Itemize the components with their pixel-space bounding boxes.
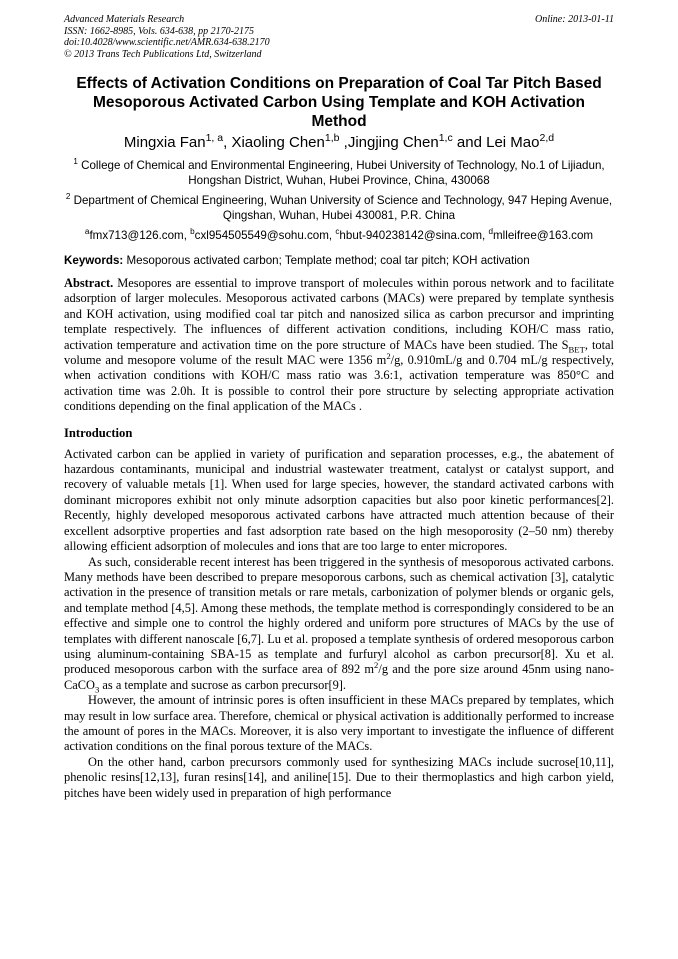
email-separator: , — [183, 229, 191, 242]
online-date: Online: 2013-01-11 — [535, 14, 614, 25]
email-mark: c — [335, 227, 340, 237]
keywords-label: Keywords: — [64, 254, 124, 267]
paragraph-superscript: 2 — [374, 660, 379, 671]
email-separator: , — [328, 229, 336, 242]
keywords — [64, 253, 614, 268]
author-affil-mark: 1,b — [324, 132, 340, 144]
abstract-text: /g, 0.910mL/g and 0.704 mL/g respectively, when activation conditions with KOH/C mass ratio was 3.6:1, activation temperature was 850°C and activation time was 2.0h. It is possible to control their pore structure by selecting appropriate activation conditions depending on the final application of the MACs . — [64, 353, 614, 414]
email-address: cxl954505549@sohu.com — [194, 229, 329, 242]
intro-paragraph-3: However, the amount of intrinsic pores is often insufficient in these MACs prepared by templates, which may result in low surface area. Therefore, chemical or physical activation is additionally performed to increase the amount of pores in the MACs. Moreover, it is also very important to investigate the influence of different activation conditions on the final porous texture of the MACs. — [64, 693, 614, 754]
author-name: Xiaoling Chen — [231, 134, 325, 151]
abstract — [64, 276, 614, 415]
author-affil-mark: 2,d — [539, 132, 555, 144]
affiliation-1 — [64, 158, 614, 188]
journal-header — [64, 14, 614, 60]
keywords-text: Mesoporous activated carbon; Template method; coal tar pitch; KOH activation — [123, 254, 530, 267]
journal-copyright: © 2013 Trans Tech Publications Ltd, Switzerland — [64, 48, 262, 60]
affiliation-number: 1 — [73, 157, 78, 167]
email-mark: b — [190, 227, 195, 237]
abstract-text: Mesopores are essential to improve transport of molecules within porous network and to facilitate adsorption of larger molecules. Mesoporous activated carbons (MACs) were prepared by template synthesis and KOH activation, using modified coal tar pitch and nanosized silica as carbon precursor and imprinting template respectively. The influences of different activation conditions, including KOH/C mass ratio, activation temperature and activation time on the pore structure of MACs have been studied. The S — [64, 276, 614, 352]
paragraph-text: /g and the pore size around 45nm using nano-CaCO — [64, 662, 615, 692]
paper-title: Effects of Activation Conditions on Preparation of Coal Tar Pitch Based Mesoporous Activated Carbon Using Template and KOH Activation Method — [76, 75, 602, 130]
abstract-subscript: BET — [568, 344, 585, 355]
affiliation-2 — [64, 193, 614, 223]
author-affil-mark: 1, a — [205, 132, 224, 144]
paragraph-text: as a template and sucrose as carbon precursor[9]. — [99, 677, 346, 692]
email-address: fmx713@126.com — [89, 229, 184, 242]
journal-info — [64, 14, 270, 60]
email-address: mlleifree@163.com — [493, 229, 594, 242]
author-emails — [64, 228, 614, 243]
author-affil-mark: 1,c — [438, 132, 453, 144]
abstract-label: Abstract. — [64, 276, 114, 290]
author-name: Mingxia Fan — [123, 134, 206, 151]
affiliation-number: 2 — [65, 192, 71, 202]
author-separator: and — [452, 134, 487, 151]
journal-issn: ISSN: 1662-8985, Vols. 634-638, pp 2170-2175 — [64, 25, 254, 37]
abstract-text: , total volume and mesopore volume of the result MAC were 1356 m — [64, 337, 615, 368]
section-heading-introduction: Introduction — [64, 425, 133, 440]
intro-paragraph-2 — [64, 555, 614, 694]
journal-doi: doi:10.4028/www.scientific.net/AMR.634-638.2170 — [64, 37, 270, 48]
author-list — [64, 133, 614, 152]
email-mark: a — [84, 227, 90, 237]
intro-paragraph-1: Activated carbon can be applied in variety of purification and separation processes, e.g., the abatement of hazardous contaminants, municipal and industrial wastewater treatment, catalyst or catalyst support, and recovery of valuable metals [1]. When used for large species, however, the standard activated carbons with dominant micropores exhibit not only minute adsorption capacities but also poor kinetic performances[2]. Recently, highly developed mesoporous activated carbons have attracted much attention because of their excellent adsorptive properties and fast adsorption rate based on the high mesoporosity (2–50 nm) thereby allowing efficient adsorption of molecules and ions that are too large to enter micropores. — [64, 446, 614, 554]
affiliation-text: Department of Chemical Engineering, Wuhan University of Science and Technology, 947 Heping Avenue, Qingshan, Wuhan, Hubei 430081, P.R. China — [70, 194, 613, 222]
journal-name: Advanced Materials Research — [64, 14, 185, 25]
author-separator: , — [223, 134, 232, 151]
author-separator: , — [339, 134, 348, 151]
abstract-superscript: 2 — [386, 350, 391, 361]
email-mark: d — [488, 227, 494, 237]
author-name: Jingjing Chen — [347, 134, 439, 151]
affiliation-text: College of Chemical and Environmental Engineering, Hubei University of Technology, No.1 of Lijiadun, Hongshan District, Wuhan, Hubei Province, China, 430068 — [77, 159, 605, 187]
intro-paragraph-4: On the other hand, carbon precursors commonly used for synthesizing MACs include sucrose[10,11], phenolic resins[12,13], furan resins[14], and aniline[15]. Due to their thermoplastics and high carbon yield, pitches have been widely used in preparation of high performance — [64, 754, 614, 800]
author-name: Lei Mao — [486, 134, 540, 151]
paragraph-subscript: 3 — [94, 684, 100, 695]
email-separator: , — [482, 229, 489, 242]
email-address: hbut-940238142@sina.com — [339, 229, 483, 242]
paragraph-text: As such, considerable recent interest has been triggered in the synthesis of mesoporous activated carbons. Many methods have been described to prepare mesoporous carbons, such as chemical activation [3], catalytic activation in the presence of transition metals or rare metals, carbonization of polymer blends or organic gels, and template method [4,5]. Among these methods, the template method is correspondingly considered to be an effective and simple one to control the highly ordered and uniform pore structures of MACs by the use of templates with different nanoscale [6,7]. Lu et al. proposed a template synthesis of ordered mesoporous carbon using aluminum-containing SBA-15 as template and furfuryl alcohol as carbon precursor[8]. Xu et al. produced mesoporous carbon with the surface area of 892 m — [64, 554, 614, 677]
